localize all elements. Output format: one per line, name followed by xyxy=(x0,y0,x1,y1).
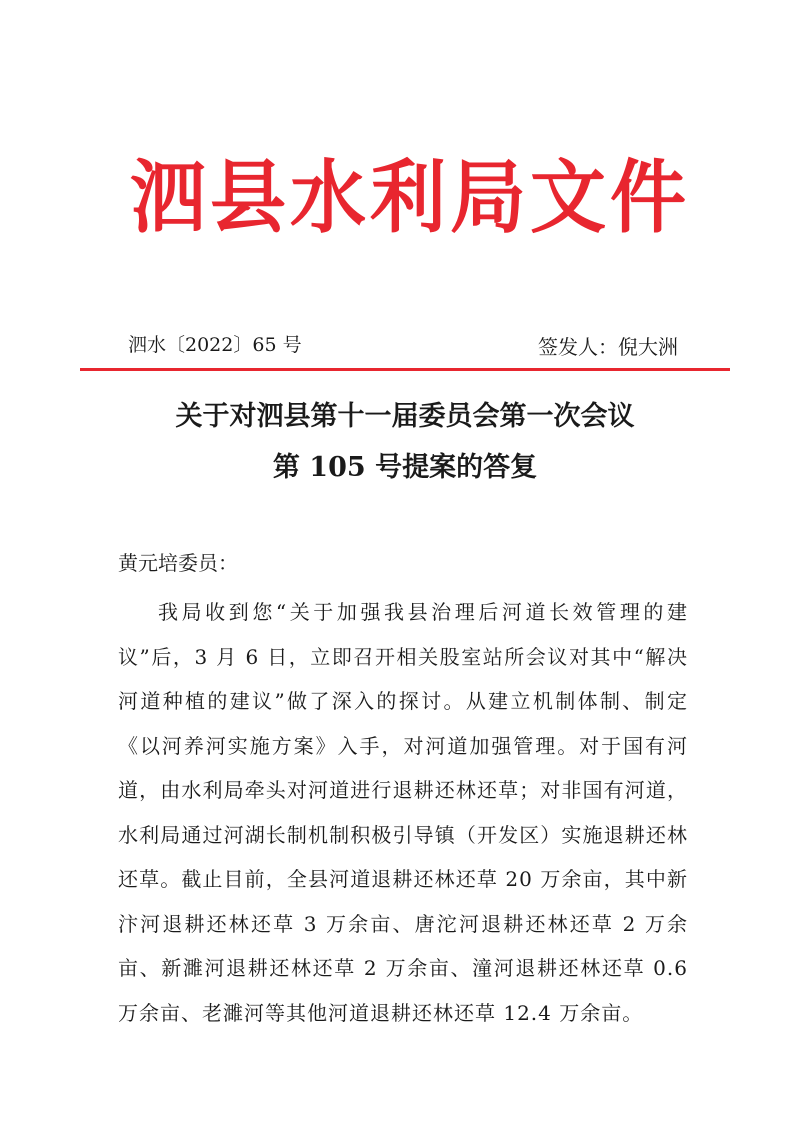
document-title-line-2: 第 105 号提案的答复 xyxy=(272,452,538,483)
salutation: 黄元培委员： xyxy=(118,551,238,575)
document-title-line-1: 关于对泗县第十一届委员会第一次会议 xyxy=(175,401,635,432)
red-divider-line xyxy=(80,368,730,371)
body-paragraph: 我局收到您“关于加强我县治理后河道长效管理的建议”后，3 月 6 日，立即召开相关股室站所会议对其中“解决河道种植的建议”做了深入的探讨。从建立机制体制、制定《以河养河实施方案》入手，对河道加强管理。对于国有河道，由水利局牵头对河道进行退耕还林还草；对非国有河道，水利局通过河湖长制机制积极引导镇（开发区）实施退耕还林还草。截止目前，全县河道退耕还林还草 20 万余亩，其中新汴河退耕还林还草 3 万余亩、唐沱河退耕还林还草 2 万余亩、新濉河退耕还林还草 2 万余亩、潼河退耕还林还草 0.6 万余亩、老濉河等其他河道退耕还林还草 12.4 万余亩。 xyxy=(118,600,688,1025)
agency-masthead: 泗县水利局文件 xyxy=(130,150,690,244)
signer-label: 签发人：倪大洲 xyxy=(538,335,678,359)
document-number: 泗水〔2022〕65 号 xyxy=(128,334,302,356)
